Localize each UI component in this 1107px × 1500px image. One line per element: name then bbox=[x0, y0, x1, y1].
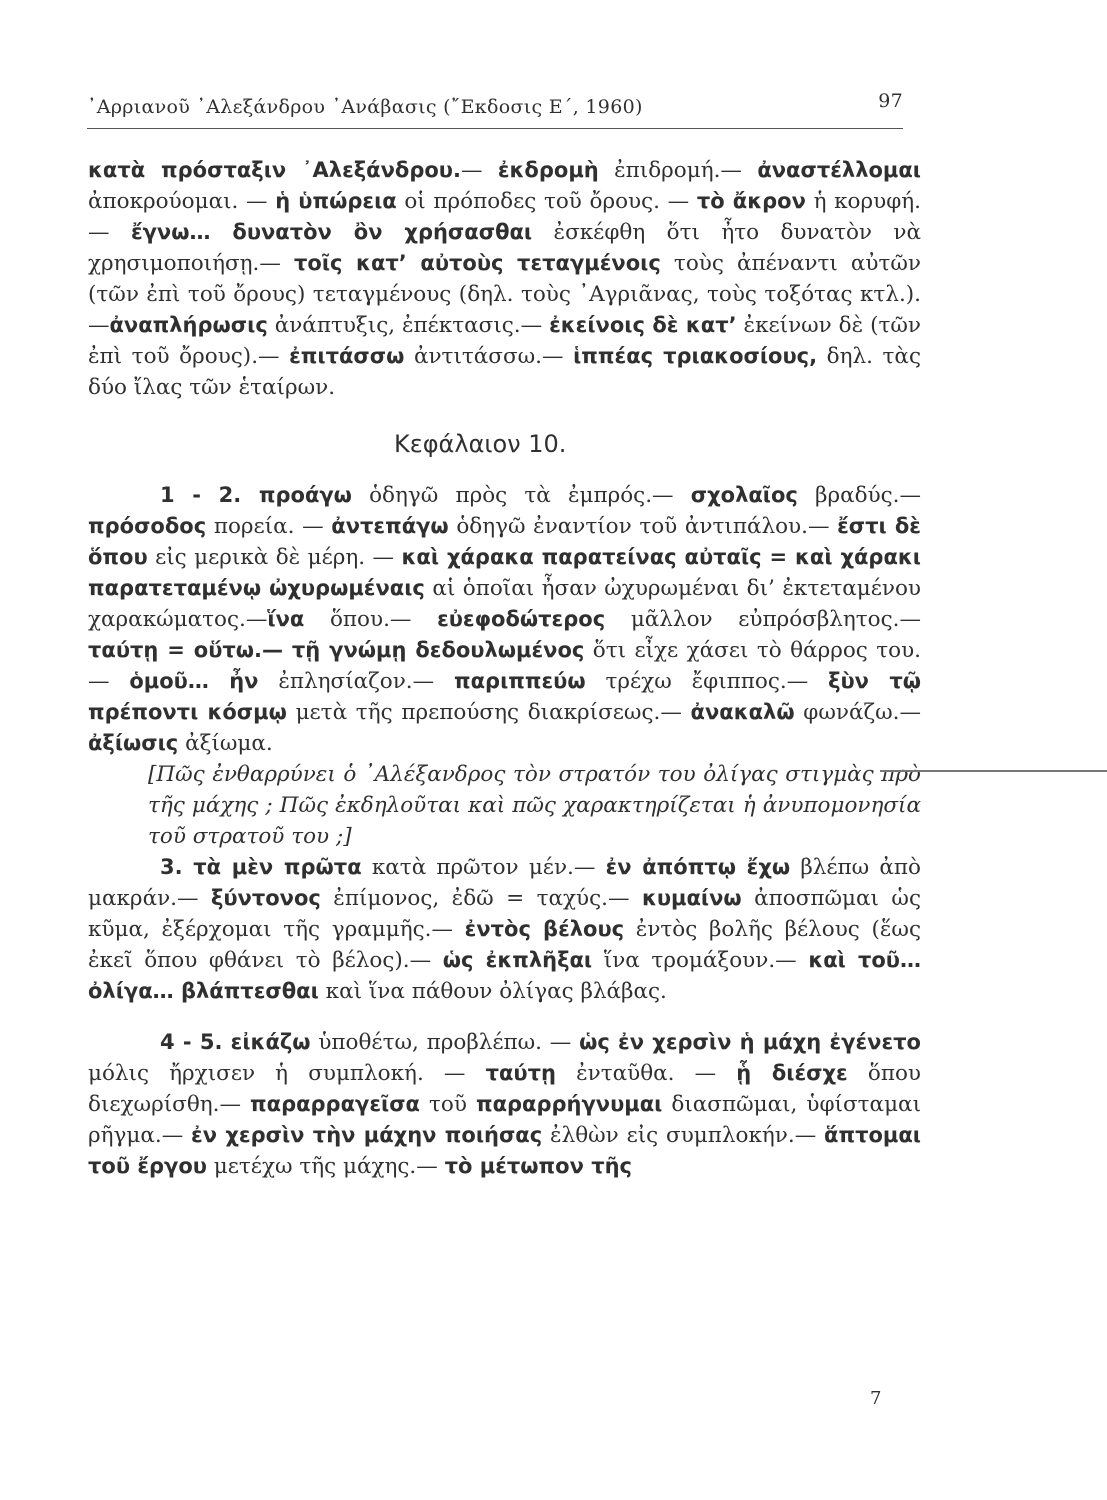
gloss-text: ἵνα τρομάξουν.— bbox=[592, 948, 809, 973]
lemma-term: ἐντὸς βέλους bbox=[464, 917, 625, 941]
lemma-term: ἐκείνοις δὲ κατ’ bbox=[549, 313, 737, 337]
section-paragraph-3 bbox=[88, 852, 921, 1007]
lemma-term: καὶ τοῦ… ὀλίγα… βλάπτεσθαι bbox=[88, 948, 921, 1003]
gloss-text: ἐνταῦθα. — bbox=[555, 1061, 737, 1086]
lemma-term: ξύντονος bbox=[210, 886, 321, 910]
gloss-text: ὑποθέτω, προβλέπω. — bbox=[310, 1030, 580, 1055]
lemma-term: πρόσοδος bbox=[88, 514, 207, 538]
lemma-term: κυμαίνω bbox=[641, 886, 742, 910]
lemma-term: τὸ ἄκρον bbox=[696, 189, 806, 213]
gloss-text: ἐντὸς βολῆς βέλους (ἕως ἐκεῖ ὅπου φθάνει τὸ βέλος).— bbox=[88, 917, 921, 973]
gloss-text: διασπῶμαι, ὑφίσταμαι ρῆγμα.— bbox=[88, 1092, 921, 1148]
gloss-text: ἐπλησίαζον.— bbox=[258, 669, 455, 694]
lemma-term: ἐν ἀπόπτῳ ἔχω bbox=[605, 855, 791, 879]
gloss-text: ἀξίωμα. bbox=[178, 731, 273, 756]
lemma-term: ἱππέας τριακοσίους, bbox=[573, 344, 818, 368]
gloss-text: ἀποκρούομαι. — bbox=[88, 189, 276, 214]
lemma-term: ὁμοῦ… ἦν bbox=[129, 669, 259, 693]
lemma-term: 4 - 5. εἰκάζω bbox=[160, 1030, 311, 1054]
gloss-text: ἐπιδρομή.— bbox=[598, 158, 758, 183]
lemma-term: ἀναστέλλομαι bbox=[757, 158, 921, 182]
gloss-text: τοῦ bbox=[419, 1092, 476, 1117]
gloss-text: δηλ. τὰς δύο ἴλας τῶν ἑταίρων. bbox=[88, 344, 921, 400]
glossary-paragraph bbox=[88, 155, 921, 403]
gloss-text: τρέχω ἔφιππος.— bbox=[585, 669, 829, 694]
gloss-text: κατὰ πρῶτον μέν.— bbox=[361, 855, 606, 880]
gloss-text: ἐκείνων δὲ (τῶν ἐπὶ τοῦ ὄρους).— bbox=[88, 313, 921, 369]
gloss-text: — bbox=[460, 158, 498, 183]
lemma-term: κατὰ πρόσταξιν ᾿Αλεξάνδρου. bbox=[88, 158, 461, 182]
gloss-text: πορεία. — bbox=[206, 514, 332, 539]
gloss-text: μᾶλλον εὐπρόσβλητος.— bbox=[605, 607, 921, 632]
gloss-text: τοὺς ἀπέναντι αὐτῶν (τῶν ἐπὶ τοῦ ὄρους) τεταγμένους (δηλ. τοὺς ᾿Αγριᾶνας, τοὺς τοξότας κτλ.).— bbox=[88, 251, 921, 338]
gloss-text: ἀνάπτυξις, ἐπέκτασις.— bbox=[267, 313, 550, 338]
gloss-text: καὶ ἵνα πάθουν ὀλίγας βλάβας. bbox=[318, 979, 667, 1004]
lemma-term: ἐκδρομὴ bbox=[497, 158, 599, 182]
header-title: ᾿Αρριανοῦ ᾿Αλεξάνδρου ᾿Ανάβασις (῎Εκδοσις Ε΄, 1960) bbox=[87, 96, 643, 118]
lemma-term: τοῖς κατ’ αὐτοὺς τεταγμένοις bbox=[293, 251, 661, 275]
lemma-term: ἔγνω… δυνατὸν ὂν χρήσασθαι bbox=[130, 220, 533, 244]
gloss-text: ἡ κορυφή.— bbox=[88, 189, 921, 245]
chapter-title: Κεφάλαιον 10. bbox=[394, 430, 567, 458]
lemma-term: ξὺν τῷ πρέποντι κόσμῳ bbox=[88, 669, 921, 724]
gloss-text: ἀντιτάσσω.— bbox=[404, 344, 574, 369]
gloss-text: μόλις ἤρχισεν ἡ συμπλοκή. — bbox=[88, 1061, 486, 1086]
lemma-term: σχολαῖος bbox=[690, 483, 798, 507]
gloss-text: ὅτι εἶχε χάσει τὸ θάρρος του.— bbox=[88, 638, 921, 694]
lemma-term: τὸ μέτωπον τῆς bbox=[444, 1154, 632, 1178]
lemma-term: παριππεύω bbox=[454, 669, 586, 693]
lemma-term: ᾗ διέσχε bbox=[736, 1061, 848, 1085]
gloss-text: φωνάζω.— bbox=[794, 700, 921, 725]
lemma-term: ἡ ὑπώρεια bbox=[275, 189, 397, 213]
lemma-term: ταύτῃ = οὕτω.— τῇ γνώμῃ δεδουλωμένος bbox=[88, 638, 585, 662]
lemma-term: ἀνακαλῶ bbox=[690, 700, 795, 724]
lemma-term: ἔστι δὲ ὅπου bbox=[88, 514, 921, 569]
gloss-text: βραδύς.— bbox=[797, 483, 922, 508]
gloss-text: ὅπου διεχωρίσθη.— bbox=[88, 1061, 921, 1117]
gloss-text: αἱ ὁποῖαι ἦσαν ὠχυρωμέναι δι’ ἐκτεταμένου χαρακώματος.— bbox=[88, 576, 921, 632]
gloss-text: εἰς μερικὰ δὲ μέρη. — bbox=[147, 545, 402, 570]
gloss-text: οἱ πρόποδες τοῦ ὄρους. — bbox=[396, 189, 697, 214]
lemma-term: εὐεφοδώτερος bbox=[437, 607, 606, 631]
lemma-term: ὡς ἐκπλῆξαι bbox=[442, 948, 593, 972]
gloss-text: ἀποσπῶμαι ὡς κῦμα, ἐξέρχομαι τῆς γραμμῆς.— bbox=[88, 886, 921, 942]
lemma-term: ἀξίωσις bbox=[88, 731, 179, 755]
signature-mark: 7 bbox=[870, 1388, 882, 1409]
gloss-text: ὅπου.— bbox=[304, 607, 438, 632]
lemma-term: παραρραγεῖσα bbox=[250, 1092, 420, 1116]
paper-crease bbox=[880, 770, 1107, 772]
lemma-term: 3. τὰ μὲν πρῶτα bbox=[160, 855, 362, 879]
lemma-term: ὡς ἐν χερσὶν ἡ μάχη ἐγένετο bbox=[579, 1030, 921, 1054]
gloss-text: μετὰ τῆς πρεπούσης διακρίσεως.— bbox=[286, 700, 691, 725]
lemma-term: ἐν χερσὶν τὴν μάχην ποιήσας bbox=[191, 1123, 543, 1147]
header-rule bbox=[87, 128, 903, 129]
gloss-text: ὁδηγῶ πρὸς τὰ ἐμπρός.— bbox=[351, 483, 691, 508]
lemma-term: ταύτῃ bbox=[485, 1061, 556, 1085]
section-paragraph-1-2 bbox=[88, 480, 921, 759]
lemma-term: ἵνα bbox=[267, 607, 305, 631]
lemma-term: καὶ χάρακα παρατείνας αὐταῖς = καὶ χάρακι παρατεταμένῳ ὠχυρωμέναις bbox=[88, 545, 921, 600]
gloss-text: ἐσκέφθη ὅτι ἦτο δυνατὸν νὰ χρησιμοποιήσῃ.— bbox=[88, 220, 921, 276]
page-number: 97 bbox=[878, 90, 903, 112]
body-text bbox=[88, 155, 921, 1182]
gloss-text: ἐλθὼν εἰς συμπλοκήν.— bbox=[542, 1123, 825, 1148]
lemma-term: παραρρήγνυμαι bbox=[475, 1092, 663, 1116]
lemma-term: ἅπτομαι τοῦ ἔργου bbox=[88, 1123, 921, 1178]
gloss-text: ἐπίμονος, ἐδῶ = ταχύς.— bbox=[320, 886, 642, 911]
study-question: [Πῶς ἐνθαρρύνει ὁ ᾿Αλέξανδρος τὸν στρατόν του ὀλίγας στιγμὰς πρὸ τῆς μάχης ; Πῶς ἐκδηλοῦται καὶ πῶς χαρακτηρίζεται ἡ ἀνυπομονησία τοῦ στρατοῦ του ;] bbox=[148, 762, 921, 849]
lemma-term: ἀντεπάγω bbox=[331, 514, 449, 538]
section-paragraph-4-5 bbox=[88, 1027, 921, 1182]
gloss-text: βλέπω ἀπὸ μακράν.— bbox=[88, 855, 921, 911]
gloss-text: μετέχω τῆς μάχης.— bbox=[206, 1154, 445, 1179]
lemma-term: ἐπιτάσσω bbox=[289, 344, 405, 368]
gloss-text: ὁδηγῶ ἐναντίον τοῦ ἀντιπάλου.— bbox=[448, 514, 838, 539]
lemma-term: ἀναπλήρωσις bbox=[109, 313, 268, 337]
lemma-term: 1 - 2. προάγω bbox=[160, 483, 352, 507]
